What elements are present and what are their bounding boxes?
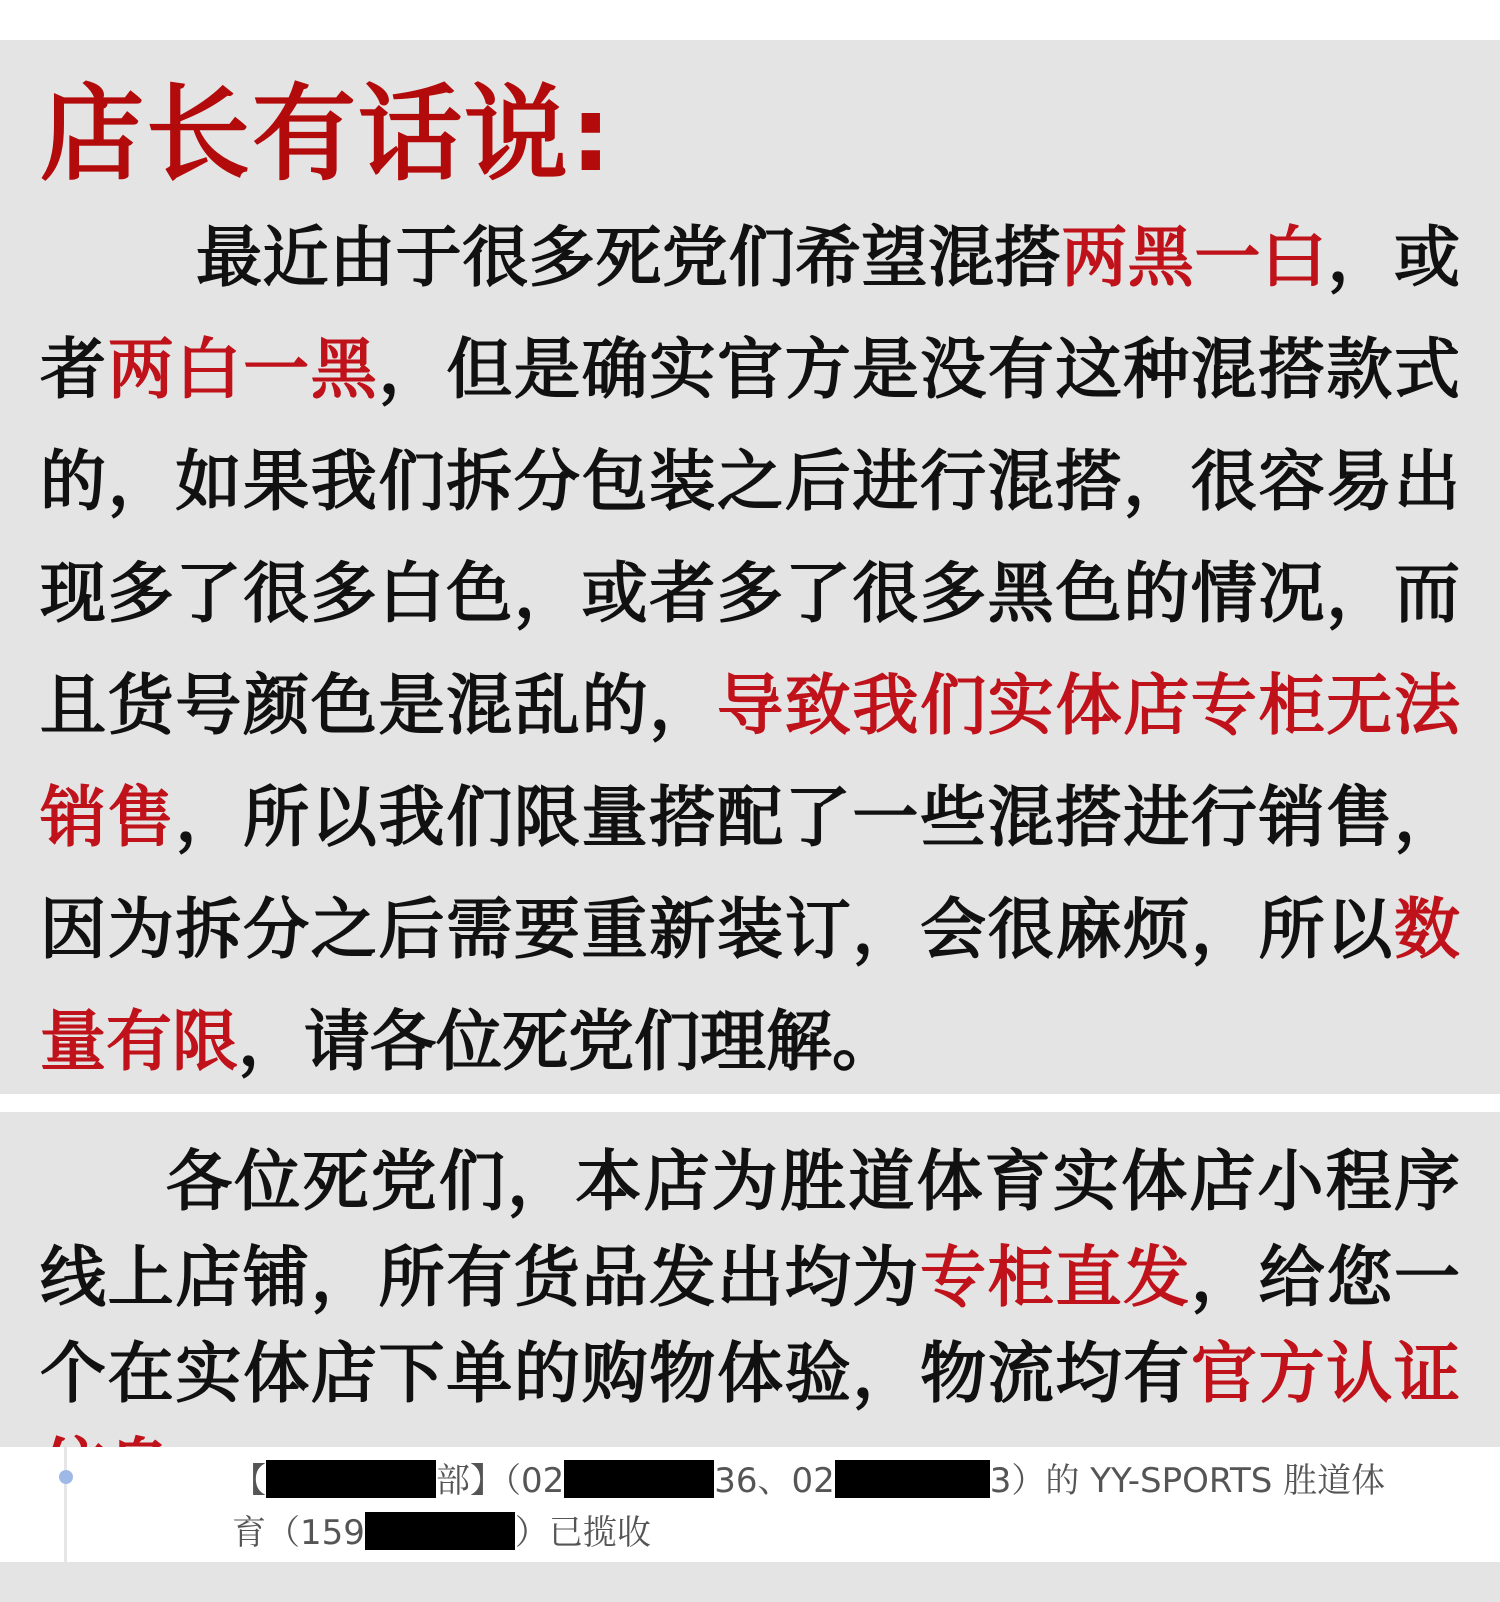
notice-highlight: 两黑一白: [1061, 219, 1328, 296]
notice-highlight: 导致我们实体店专柜无法销售: [40, 667, 1460, 856]
tracking-status-text: [232, 1455, 1412, 1559]
store-highlight: 官方认证: [1190, 1335, 1461, 1412]
notice-highlight: 数量有限: [40, 891, 1460, 1080]
notice-text-segment: ，请各位死党们理解。: [238, 1003, 898, 1080]
timeline-line: [64, 1447, 67, 1562]
store-text-segment: ，给您一个在实体店下单的购物体验，物流均有: [40, 1239, 1461, 1412]
notice-text-segment: 最近由于很多死党们希望混搭: [196, 219, 1062, 296]
redaction-bar: [365, 1512, 515, 1550]
notice-title: 店长有话说:: [40, 73, 614, 195]
notice-panel: [0, 40, 1500, 1094]
tracking-text-part: ）已揽收: [514, 1513, 651, 1553]
timeline-dot-icon: [59, 1470, 73, 1484]
notice-text-segment: ，但是确实官方是没有这种混搭款式的，如果我们拆分包装之后进行混搭，很容易出现多了很多白色，或者多了很多黑色的情况，而且货号颜色是混乱的，: [40, 331, 1461, 744]
store-info-panel: [0, 1112, 1500, 1447]
tracking-text-part: 3）的 YY-SPORTS 胜道体育（159: [232, 1461, 1386, 1553]
tracking-text-part: 部】（02: [436, 1461, 565, 1501]
redaction-bar: [564, 1460, 714, 1498]
notice-text-segment: ，所以我们限量搭配了一些混搭进行销售，因为拆分之后需要重新装订，会很麻烦，所以: [40, 779, 1461, 968]
notice-highlight: 两白一黑: [107, 331, 379, 408]
logistics-tracking-entry: [0, 1447, 1500, 1562]
store-text-segment: 各位死党们，本店为胜道体育实体店小程序线上店铺，所有货品发出均为: [40, 1143, 1460, 1316]
redaction-bar: [266, 1460, 436, 1498]
store-highlight: 专柜直发: [920, 1239, 1191, 1316]
redaction-bar: [835, 1460, 990, 1498]
tracking-text-part: 【: [232, 1461, 266, 1501]
bottom-gray-strip: [0, 1562, 1500, 1602]
tracking-text-part: 36、02: [714, 1461, 835, 1501]
notice-paragraph-1: [40, 202, 1460, 1098]
notice-text-segment: ，或者: [40, 219, 1461, 408]
